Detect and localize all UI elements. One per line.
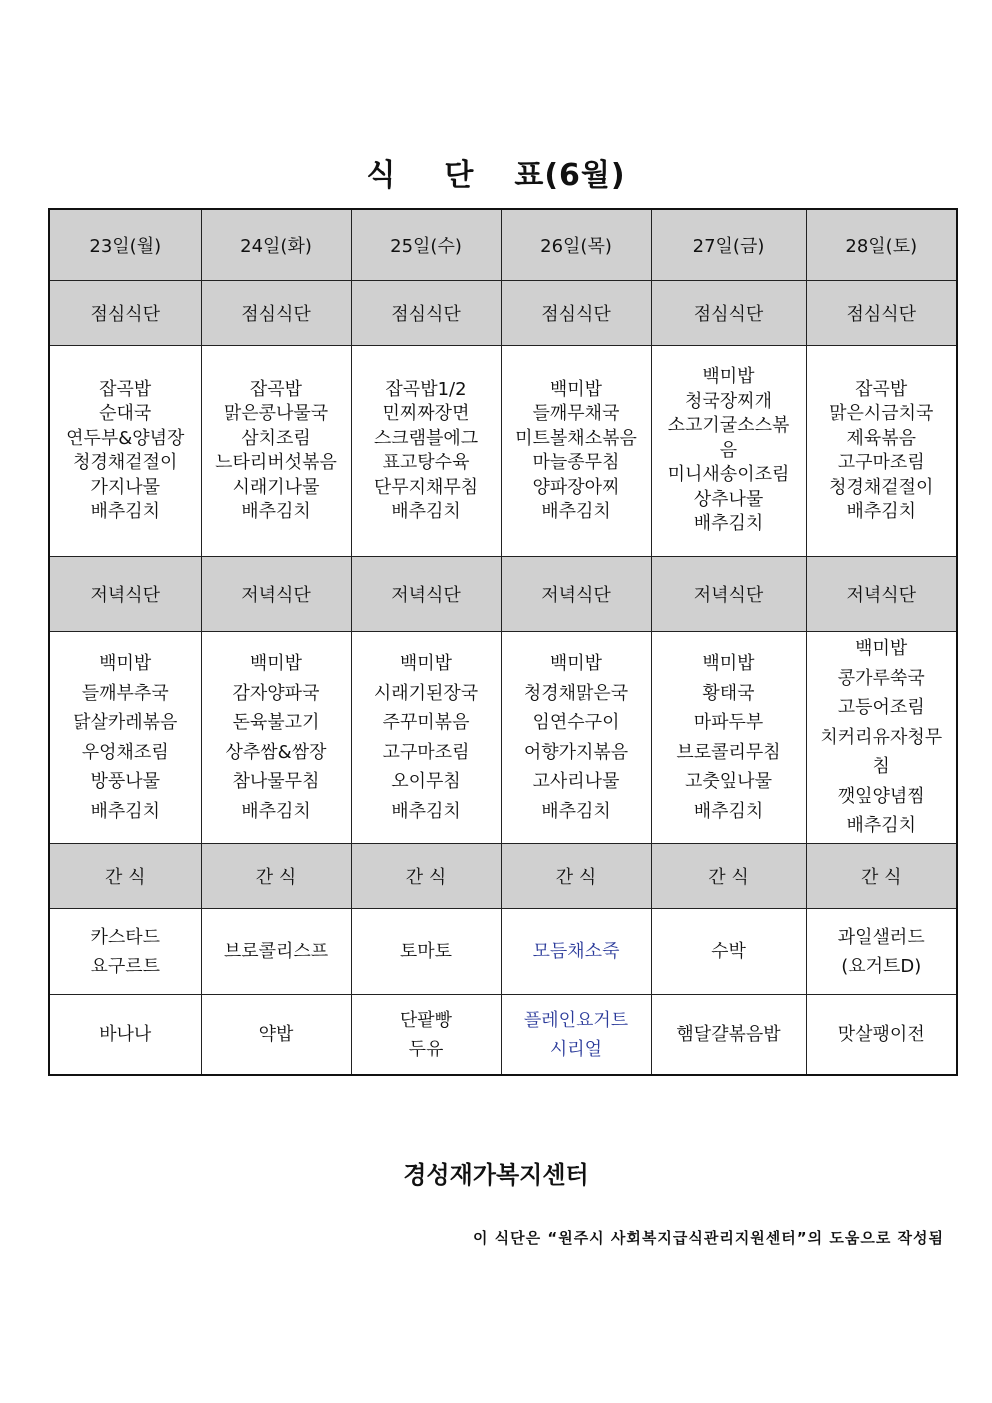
snack-header-row-cell: 간 식 [351, 844, 501, 909]
menu-item: 단무지채무침 [373, 476, 479, 498]
dinner-row-cell [49, 632, 201, 844]
menu-item: 잡곡밥 [99, 378, 152, 400]
menu-item: 침 [872, 756, 890, 778]
lunch-header-row-cell: 점심식단 [49, 281, 201, 346]
date-header-row-cell: 26일(목) [501, 209, 651, 281]
lunch-row-cell [49, 346, 201, 557]
snack2-row-cell [806, 995, 957, 1076]
menu-item: 스크램블에그 [373, 427, 479, 449]
menu-item: 배추김치 [391, 501, 461, 522]
menu-item: 음 [719, 439, 738, 461]
dinner-row-cell [501, 632, 651, 844]
date-header-row-cell: 27일(금) [651, 209, 806, 281]
menu-item: 백미밥 [702, 366, 755, 388]
menu-item: 소고기굴소스볶 [667, 415, 790, 437]
menu-item: 시리얼 [549, 1038, 603, 1060]
page-title [0, 150, 992, 194]
dinner-header-row-cell: 저녁식단 [49, 557, 201, 632]
menu-item: 배추김치 [90, 501, 161, 522]
menu-item: 주꾸미볶음 [382, 712, 470, 733]
snack1-row-cell [49, 909, 201, 995]
menu-item: 참나물무침 [232, 771, 320, 792]
menu-item: 청국장찌개 [685, 390, 772, 412]
menu-item: 고춧잎나물 [685, 771, 772, 792]
lunch-header-row-cell: 점심식단 [806, 281, 957, 346]
lunch-header-row-cell: 점심식단 [201, 281, 351, 346]
lunch-row-cell [501, 346, 651, 557]
date-header-row-cell: 23일(월) [49, 209, 201, 281]
snack1-row [49, 909, 957, 995]
menu-item: 바나나 [99, 1024, 152, 1045]
snack-header-row-cell: 간 식 [49, 844, 201, 909]
dinner-header-row-cell: 저녁식단 [806, 557, 957, 632]
menu-item: 맑은콩나물국 [223, 403, 329, 424]
snack1-row-cell [201, 909, 351, 995]
menu-item: 가지나물 [90, 476, 161, 498]
title-part-2: 단 [444, 158, 475, 193]
snack-header-row-cell: 간 식 [651, 844, 806, 909]
snack2-row-cell [201, 995, 351, 1076]
title-part-3: 표(6월) [514, 158, 626, 193]
menu-item: 두유 [408, 1038, 444, 1060]
menu-item: 양파장아찌 [532, 476, 620, 498]
menu-item: 백미밥 [249, 653, 303, 674]
menu-item: 브로콜리무침 [676, 741, 781, 763]
menu-item: 백미밥 [855, 638, 908, 660]
snack1-row-cell [501, 909, 651, 995]
snack2-row-cell [351, 995, 501, 1076]
menu-item: 방풍나물 [90, 771, 161, 792]
snack-header-row-cell: 간 식 [201, 844, 351, 909]
menu-item: 마늘종무침 [532, 452, 620, 473]
dinner-header-row [49, 557, 957, 632]
date-header-row-cell: 24일(화) [201, 209, 351, 281]
menu-item: 고구마조림 [837, 452, 925, 473]
lunch-row-cell [651, 346, 806, 557]
menu-item: 콩가루쑥국 [837, 667, 925, 689]
menu-item: 미니새송이조림 [667, 464, 790, 486]
menu-item: 잡곡밥 [855, 378, 908, 400]
menu-item: 임연수구이 [532, 712, 620, 733]
menu-item: 토마토 [399, 941, 453, 962]
menu-item: 닭살카레볶음 [73, 712, 178, 733]
dinner-header-row-cell: 저녁식단 [501, 557, 651, 632]
menu-item: 순대국 [99, 403, 152, 424]
menu-item: 감자양파국 [232, 682, 320, 704]
center-name: 경성재가복지센터 [403, 1161, 589, 1189]
menu-item: 배추김치 [846, 815, 917, 837]
snack2-row [49, 995, 957, 1076]
menu-item: 상추쌈&쌈장 [225, 741, 327, 763]
menu-item: 백미밥 [99, 653, 152, 674]
date-header-row [49, 209, 957, 281]
menu-item: 햄달걀볶음밥 [676, 1024, 781, 1045]
menu-item: 치커리유자청무 [820, 726, 943, 748]
dinner-row [49, 632, 957, 844]
menu-item: 배추김치 [846, 501, 917, 522]
menu-item: 수박 [711, 941, 746, 962]
menu-item: 청경채맑은국 [523, 682, 629, 704]
menu-item: 돈육불고기 [232, 712, 320, 733]
date-header-row-cell: 28일(토) [806, 209, 957, 281]
menu-item: 잡곡밥 [249, 378, 303, 400]
snack1-row-cell [651, 909, 806, 995]
menu-item: 상추나물 [693, 488, 764, 510]
lunch-header-row-cell: 점심식단 [651, 281, 806, 346]
menu-item: 들깨무채국 [532, 403, 620, 424]
menu-item: 배추김치 [90, 800, 161, 822]
dinner-header-row-cell: 저녁식단 [351, 557, 501, 632]
lunch-row-cell [351, 346, 501, 557]
menu-item: 느타리버섯볶음 [215, 452, 337, 473]
snack-header-row [49, 844, 957, 909]
menu-item: 단팥빵 [399, 1009, 453, 1031]
lunch-row [49, 346, 957, 557]
menu-item: 고구마조림 [382, 741, 470, 763]
date-header-row-cell: 25일(수) [351, 209, 501, 281]
menu-item: 요구르트 [90, 955, 161, 977]
menu-item: 제육볶음 [846, 427, 917, 449]
menu-item: 어향가지볶음 [523, 741, 629, 763]
menu-item: 백미밥 [549, 378, 603, 400]
menu-item: 배추김치 [241, 800, 311, 822]
menu-item: 청경채겉절이 [829, 476, 934, 498]
menu-item: 배추김치 [391, 800, 461, 822]
menu-item: 연두부&양념장 [66, 427, 185, 449]
dinner-header-row-cell: 저녁식단 [201, 557, 351, 632]
menu-item: 약밥 [258, 1024, 294, 1045]
menu-item: 마파두부 [693, 712, 764, 733]
menu-item: 청경채겉절이 [73, 452, 178, 473]
menu-item: 미트볼채소볶음 [515, 427, 637, 449]
menu-item: 맛살팽이전 [837, 1024, 925, 1045]
menu-item: 시래기나물 [232, 476, 320, 498]
menu-item: 깻잎양념찜 [837, 785, 925, 807]
menu-item: 백미밥 [702, 653, 755, 674]
menu-item: 배추김치 [541, 800, 611, 822]
menu-item: 표고탕수육 [382, 452, 470, 473]
dinner-row-cell [351, 632, 501, 844]
menu-item: 황태국 [702, 682, 755, 704]
menu-item: 민찌짜장면 [382, 403, 470, 424]
menu-item: 배추김치 [693, 800, 764, 822]
snack1-row-cell [351, 909, 501, 995]
snack2-row-cell [49, 995, 201, 1076]
menu-table [48, 208, 958, 1076]
menu-item: 삼치조림 [241, 427, 311, 449]
menu-item: 오이무침 [391, 771, 461, 792]
menu-item: 배추김치 [693, 513, 764, 535]
snack2-row-cell [651, 995, 806, 1076]
snack2-row-cell [501, 995, 651, 1076]
dinner-row-cell [201, 632, 351, 844]
lunch-row-cell [201, 346, 351, 557]
menu-item: 고사리나물 [532, 771, 620, 792]
menu-item: 백미밥 [399, 653, 453, 674]
menu-item: 백미밥 [549, 653, 603, 674]
menu-item: 고등어조림 [837, 697, 925, 719]
menu-item: 카스타드 [90, 926, 161, 948]
dinner-row-cell [651, 632, 806, 844]
dinner-header-row-cell: 저녁식단 [651, 557, 806, 632]
lunch-header-row [49, 281, 957, 346]
snack-header-row-cell: 간 식 [501, 844, 651, 909]
menu-item: (요거트D) [841, 955, 922, 977]
menu-item: 모듬채소죽 [532, 941, 620, 962]
menu-item: 맑은시금치국 [829, 403, 934, 424]
dinner-row-cell [806, 632, 957, 844]
menu-item: 과일샐러드 [837, 926, 925, 948]
snack1-row-cell [806, 909, 957, 995]
menu-item: 배추김치 [541, 501, 611, 522]
menu-item: 들깨부추국 [81, 682, 169, 704]
title-part-1: 식 [366, 158, 397, 193]
snack-header-row-cell: 간 식 [806, 844, 957, 909]
menu-item: 플레인요거트 [523, 1009, 629, 1031]
menu-item: 브로콜리스프 [223, 941, 329, 962]
menu-item: 잡곡밥1/2 [385, 378, 467, 400]
menu-item: 배추김치 [241, 501, 311, 522]
menu-item: 시래기된장국 [373, 682, 479, 704]
lunch-row-cell [806, 346, 957, 557]
lunch-header-row-cell: 점심식단 [351, 281, 501, 346]
lunch-header-row-cell: 점심식단 [501, 281, 651, 346]
menu-item: 우엉채조림 [81, 741, 169, 763]
credit-note: 이 식단은 “원주시 사회복지급식관리지원센터”의 도움으로 작성됨 [472, 1229, 944, 1247]
